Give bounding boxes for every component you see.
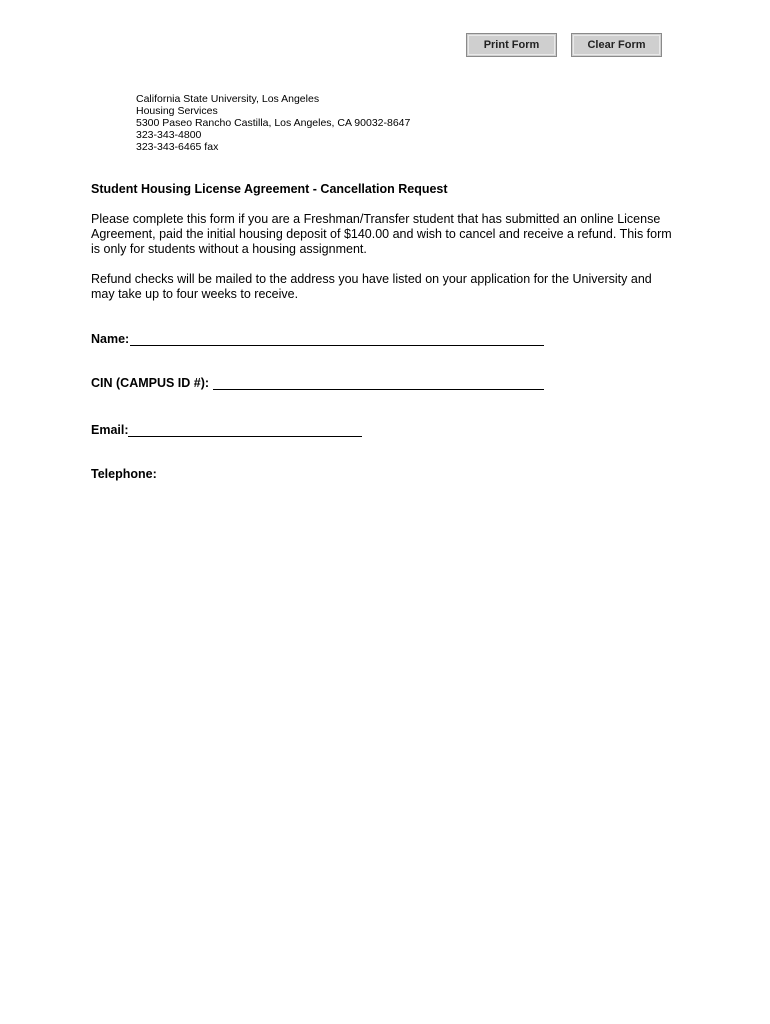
clear-form-button[interactable]: Clear Form [571,33,662,57]
paragraph-line: Agreement, paid the initial housing deposit of $140.00 and wish to cancel and receive a refund. This form [91,227,672,241]
address-block [136,93,410,153]
paragraph-line: Please complete this form if you are a Freshman/Transfer student that has submitted an online License [91,212,661,226]
refund-paragraph [91,272,691,302]
telephone-field [91,466,157,482]
cin-input[interactable] [213,389,544,390]
address-university: California State University, Los Angeles [136,93,320,105]
name-label: Name: [91,332,130,346]
instructions-paragraph [91,212,691,257]
paragraph-line: may take up to four weeks to receive. [91,287,299,301]
name-input[interactable] [130,345,544,346]
address-phone: 323-343-4800 [136,129,202,141]
email-input[interactable] [128,436,362,437]
telephone-label: Telephone: [91,467,157,481]
email-field [91,422,129,438]
print-form-button[interactable]: Print Form [466,33,557,57]
cin-label: CIN (CAMPUS ID #): [91,376,210,390]
paragraph-line: is only for students without a housing assignment. [91,242,367,256]
page-title: Student Housing License Agreement - Cancellation Request [91,182,448,196]
address-department: Housing Services [136,105,218,117]
address-fax: 323-343-6465 fax [136,141,219,153]
address-street: 5300 Paseo Rancho Castilla, Los Angeles, CA 90032-8647 [136,117,411,129]
paragraph-line: Refund checks will be mailed to the address you have listed on your application for the University and [91,272,652,286]
cin-field [91,375,209,391]
email-label: Email: [91,423,129,437]
name-field [91,331,129,347]
